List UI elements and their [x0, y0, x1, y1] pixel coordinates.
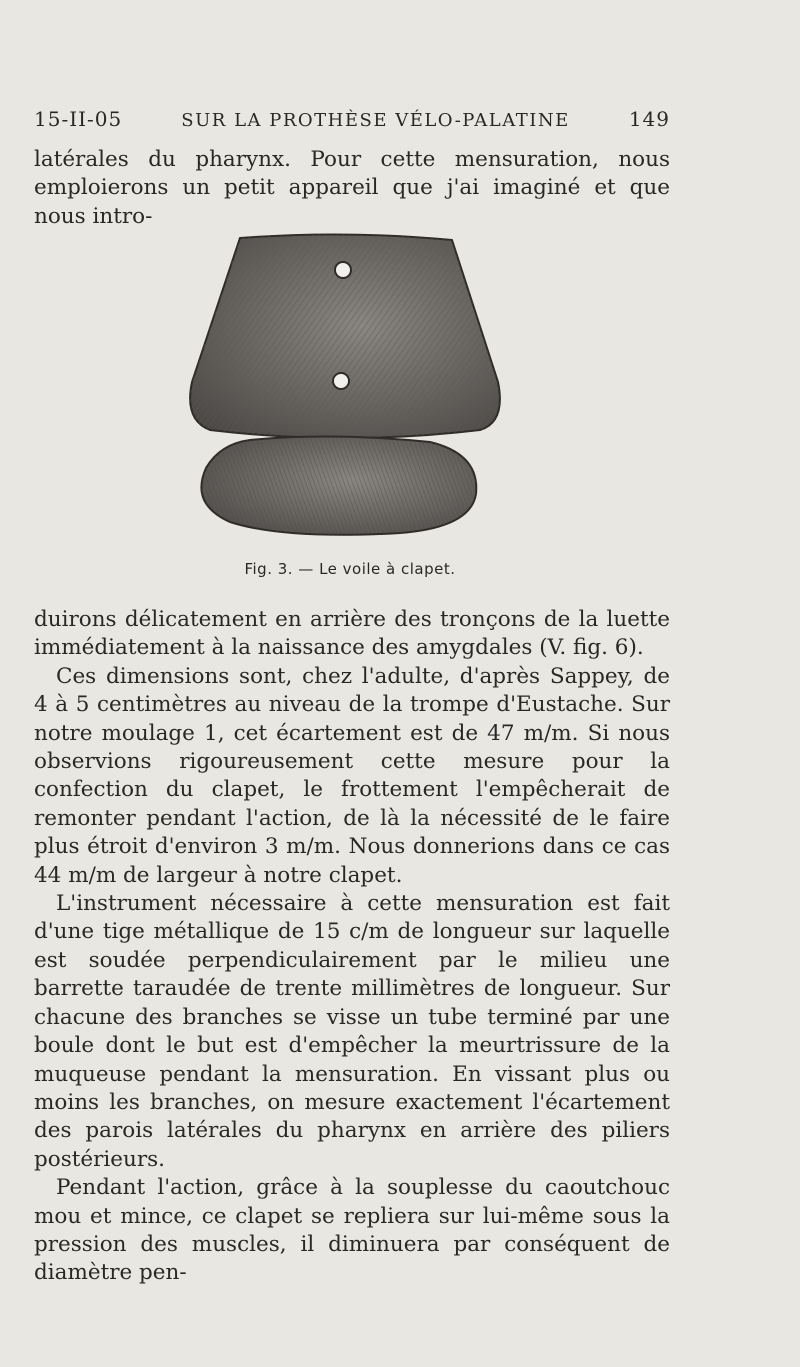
- text-block-top: [34, 146, 670, 231]
- paragraph-top: latérales du pharynx. Pour cette mensuration, nous emploierons un petit appareil que j'ai imaginé et que nous intro-: [34, 147, 670, 229]
- upper-hole: [335, 262, 351, 278]
- text-block-bottom: [34, 606, 670, 1288]
- paragraph-2: Ces dimensions sont, chez l'adulte, d'après Sappey, de 4 à 5 centimètres au niveau de la trompe d'Eustache. Sur notre moulage 1, cet écartement est de 47 m/m. Si nous observions rigoureusement cette mesure pour la confection du clapet, le frottement l'empêcherait de remonter pendant l'action, de là la nécessité de le faire plus étroit d'environ 3 m/m. Nous donnerions dans ce cas 44 m/m de largeur à notre clapet.: [34, 663, 670, 888]
- page-number: 149: [628, 107, 670, 131]
- header-date: 15-II-05: [34, 107, 123, 131]
- paragraph-4: Pendant l'action, grâce à la souplesse du caoutchouc mou et mince, ce clapet se repliera sur lui-même sous la pression des muscles, il diminuera par conséquent de diamètre pen-: [34, 1175, 670, 1286]
- figure-caption: Fig. 3. — Le voile à clapet.: [244, 560, 456, 578]
- paragraph-3: L'instrument nécessaire à cette mensuration est fait d'une tige métallique de 15 c/m de longueur sur laquelle est soudée perpendiculairement par le milieu une barrette taraudée de trente millimètres de longueur. Sur chacune des branches se visse un tube terminé par une boule dont le but est d'empêcher la meurtrissure de la muqueuse pendant la mensuration. En vissant plus ou moins les branches, on mesure exactement l'écartement des parois latérales du pharynx en arrière des piliers postérieurs.: [34, 891, 670, 1172]
- header-title: SUR LA PROTHÈSE VÉLO-PALATINE: [181, 110, 570, 131]
- lower-hole: [333, 373, 349, 389]
- figure-illustration: [180, 232, 510, 552]
- paragraph-1: duirons délicatement en arrière des tronçons de la luette immédiatement à la naissance des amygdales (V. fig. 6).: [34, 607, 670, 661]
- running-head: [34, 107, 670, 131]
